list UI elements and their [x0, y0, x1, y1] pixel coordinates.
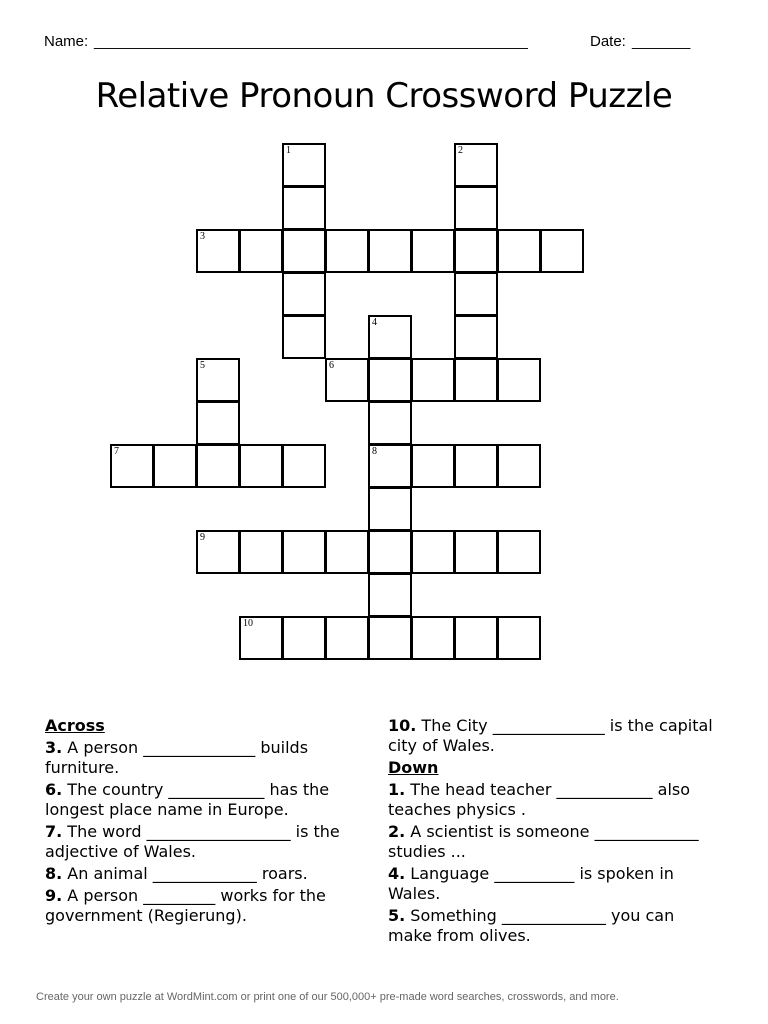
- date-field[interactable]: _______: [632, 33, 691, 50]
- grid-cell[interactable]: [325, 530, 369, 574]
- grid-cell[interactable]: [497, 229, 541, 273]
- across-clue-6: 6. The country ____________ has the longest place name in Europe.: [45, 780, 330, 819]
- grid-cell[interactable]: [239, 616, 283, 660]
- grid-cell[interactable]: [196, 530, 240, 574]
- grid-cell[interactable]: [282, 229, 326, 273]
- grid-cell[interactable]: [196, 358, 240, 402]
- clue-number: 2: [458, 145, 463, 156]
- grid-cell[interactable]: [325, 358, 369, 402]
- grid-cell[interactable]: [110, 444, 154, 488]
- across-clue-8: 8. An animal _____________ roars.: [45, 864, 308, 883]
- clue-number: 4: [372, 317, 377, 328]
- across-clue-9: 9. A person _________ works for the government (Regierung).: [45, 886, 326, 925]
- down-clue-5: 5. Something _____________ you can make from olives.: [388, 906, 675, 945]
- grid-cell[interactable]: [454, 530, 498, 574]
- down-clue-4: 4. Language __________ is spoken in Wales.: [388, 864, 674, 903]
- grid-cell[interactable]: [368, 444, 412, 488]
- grid-cell[interactable]: [454, 186, 498, 230]
- left-clues: [45, 716, 365, 928]
- grid-cell[interactable]: [540, 229, 584, 273]
- grid-cell[interactable]: [368, 401, 412, 445]
- grid-cell[interactable]: [282, 272, 326, 316]
- clue-number: 7: [114, 446, 119, 457]
- date-label: Date:: [590, 33, 626, 50]
- grid-cell[interactable]: [282, 186, 326, 230]
- grid-cell[interactable]: [282, 143, 326, 187]
- grid-cell[interactable]: [282, 530, 326, 574]
- grid-cell[interactable]: [325, 616, 369, 660]
- page-title: Relative Pronoun Crossword Puzzle: [95, 76, 673, 116]
- grid-cell[interactable]: [454, 143, 498, 187]
- grid-cell[interactable]: [325, 229, 369, 273]
- grid-cell[interactable]: [368, 358, 412, 402]
- grid-cell[interactable]: [411, 616, 455, 660]
- clue-number: 5: [200, 360, 205, 371]
- across-clue-3: 3. A person ______________ builds furniture.: [45, 738, 309, 777]
- grid-cell[interactable]: [454, 315, 498, 359]
- grid-cell[interactable]: [282, 315, 326, 359]
- grid-cell[interactable]: [454, 229, 498, 273]
- grid-cell[interactable]: [239, 530, 283, 574]
- name-field[interactable]: ____________________________________________________: [94, 33, 528, 50]
- grid-cell[interactable]: [196, 444, 240, 488]
- grid-cell[interactable]: [368, 616, 412, 660]
- across-clue-10: 10. The City ______________ is the capital city of Wales.: [388, 716, 713, 755]
- clue-number: 1: [286, 145, 291, 156]
- grid-cell[interactable]: [497, 358, 541, 402]
- grid-cell[interactable]: [411, 444, 455, 488]
- clue-number: 10: [243, 618, 253, 629]
- right-clues: [388, 716, 718, 948]
- grid-cell[interactable]: [411, 229, 455, 273]
- grid-cell[interactable]: [454, 272, 498, 316]
- grid-cell[interactable]: [196, 229, 240, 273]
- grid-cell[interactable]: [368, 315, 412, 359]
- grid-cell[interactable]: [368, 487, 412, 531]
- grid-cell[interactable]: [454, 616, 498, 660]
- name-label: Name:: [44, 33, 89, 50]
- grid-cell[interactable]: [239, 229, 283, 273]
- across-heading: Across: [45, 716, 105, 735]
- footer-credit: Create your own puzzle at WordMint.com or print one of our 500,000+ pre-made word searches, crosswords, and more.: [36, 991, 619, 1003]
- grid-cell[interactable]: [368, 573, 412, 617]
- grid-cell[interactable]: [497, 444, 541, 488]
- grid-cell[interactable]: [282, 444, 326, 488]
- grid-cell[interactable]: [497, 530, 541, 574]
- grid-cell[interactable]: [454, 358, 498, 402]
- down-heading: Down: [388, 758, 439, 777]
- grid-cell[interactable]: [454, 444, 498, 488]
- grid-cell[interactable]: [497, 616, 541, 660]
- grid-cell[interactable]: [368, 530, 412, 574]
- clue-number: 6: [329, 360, 334, 371]
- down-clue-1: 1. The head teacher ____________ also teaches physics .: [388, 780, 691, 819]
- clue-number: 8: [372, 446, 377, 457]
- grid-cell[interactable]: [196, 401, 240, 445]
- grid-cell[interactable]: [153, 444, 197, 488]
- grid-cell[interactable]: [239, 444, 283, 488]
- down-clue-2: 2. A scientist is someone _____________ studies ...: [388, 822, 699, 861]
- grid-cell[interactable]: [411, 530, 455, 574]
- grid-cell[interactable]: [368, 229, 412, 273]
- clue-number: 9: [200, 532, 205, 543]
- grid-cell[interactable]: [411, 358, 455, 402]
- across-clue-7: 7. The word __________________ is the adjective of Wales.: [45, 822, 340, 861]
- grid-cell[interactable]: [282, 616, 326, 660]
- clue-number: 3: [200, 231, 205, 242]
